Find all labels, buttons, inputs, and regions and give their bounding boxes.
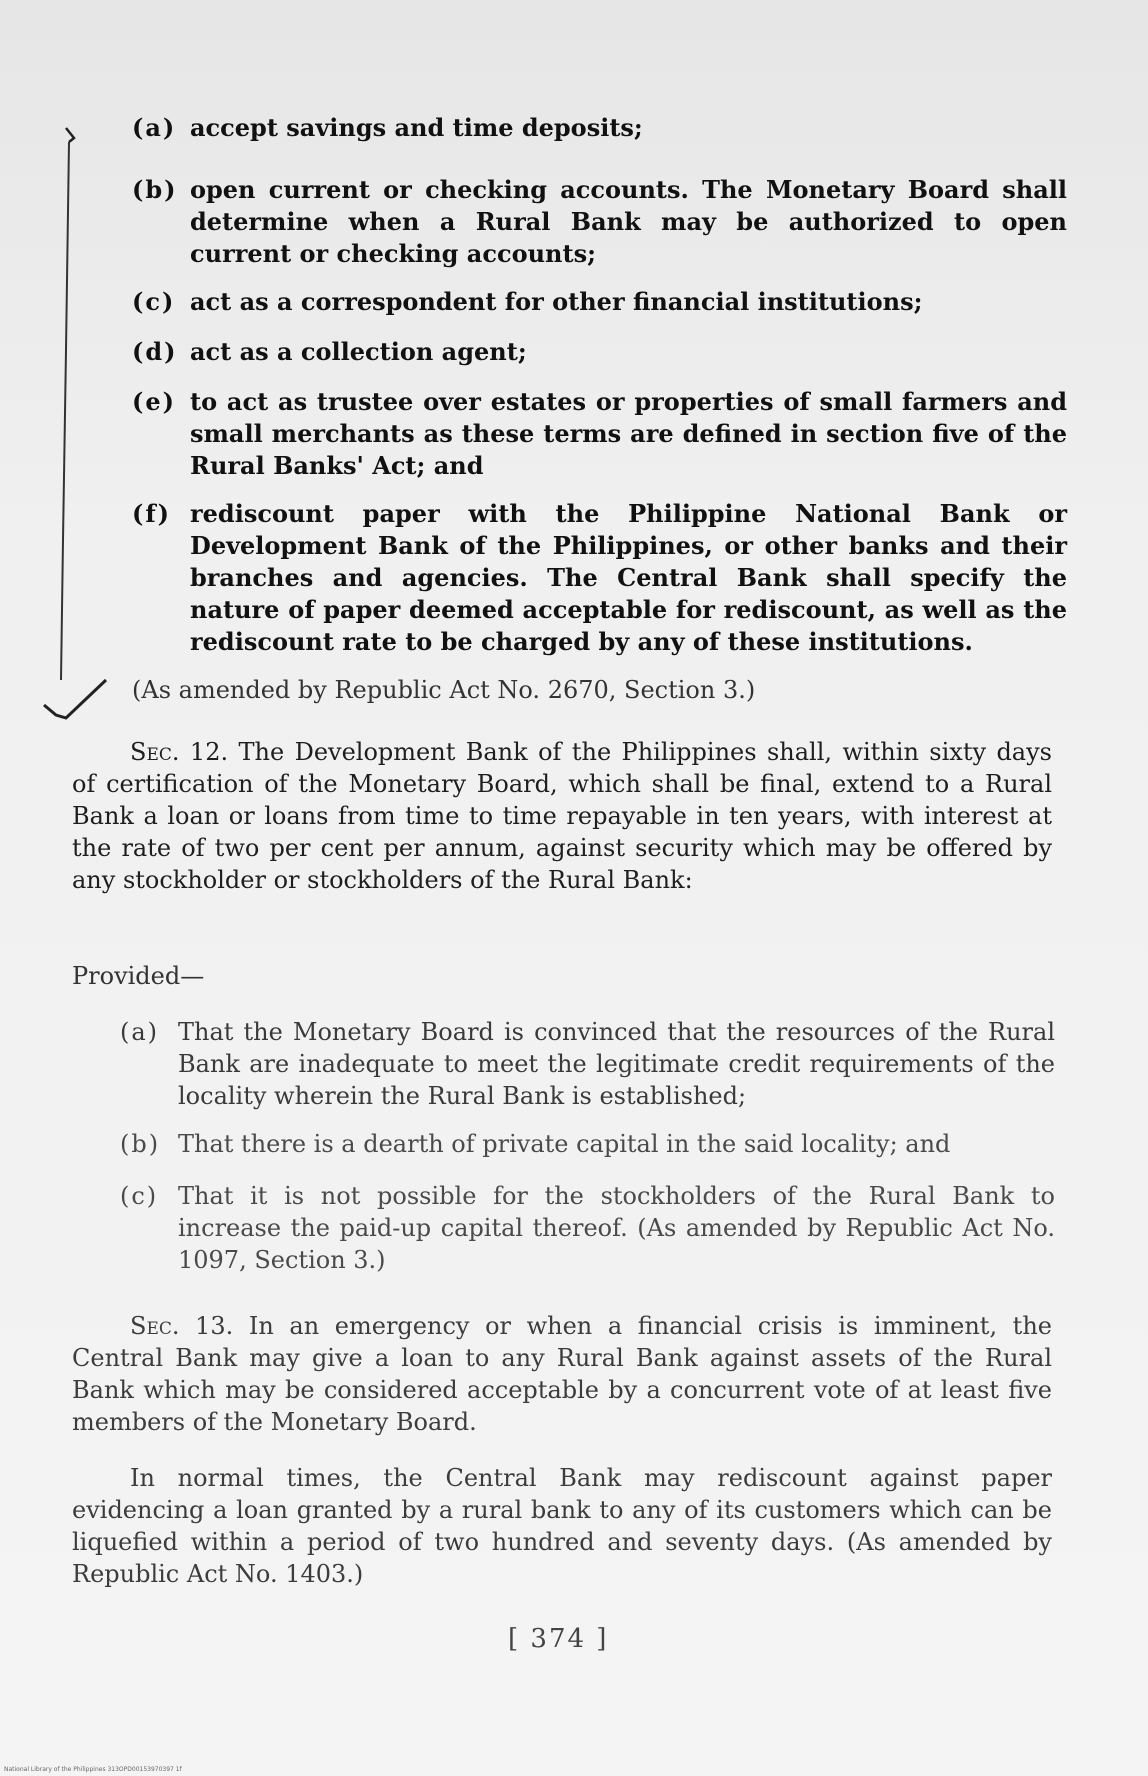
normal-times-paragraph: In normal times, the Central Bank may rediscount against paper evidencing a loan granted by a rural bank to any of its customers which can be liquefied within a period of two hundred and seventy days. (As amended by Republic Act No. 1403.) <box>72 1464 1052 1588</box>
margin-check-mark <box>36 120 126 720</box>
item-text: That it is not possible for the stockholders of the Rural Bank to increase the paid-up capital thereof. (As amended by Republic Act No. 1097, Section 3.) <box>178 1182 1055 1274</box>
item-label: (f) <box>132 499 172 528</box>
item-text: That there is a dearth of private capital in the said locality; and <box>178 1130 951 1158</box>
item-text: act as a collection agent; <box>190 337 527 366</box>
provided-heading: Provided— <box>72 962 205 990</box>
amendment-note: (As amended by Republic Act No. 2670, Section 3.) <box>132 676 756 704</box>
section-12 <box>72 736 1052 896</box>
item-label: (a) <box>132 113 177 142</box>
item-label: (d) <box>132 337 178 366</box>
item-label: (e) <box>132 387 176 416</box>
section-heading: Sec. <box>130 1312 180 1340</box>
list-item <box>132 174 1067 270</box>
list-item <box>132 498 1067 658</box>
item-label: (c) <box>132 287 176 316</box>
item-label: (b) <box>120 1130 161 1158</box>
item-text: rediscount paper with the Philippine National Bank or Development Bank of the Philippines, or other banks and their branches and agencies. The Central Bank shall specify the nature of paper deemed acceptable for rediscount, as well as the rediscount rate to be charged by any of these institutions. <box>190 499 1067 656</box>
item-text: accept savings and time deposits; <box>190 113 643 142</box>
item-text: to act as trustee over estates or properties of small farmers and small merchants as these terms are defined in section five of the Rural Banks' Act; and <box>190 387 1067 480</box>
section-13 <box>72 1310 1052 1438</box>
item-label: (a) <box>120 1018 160 1046</box>
page-number: [ 374 ] <box>508 1624 609 1654</box>
list-item <box>132 112 1067 144</box>
list-item <box>120 1180 1055 1276</box>
item-label: (c) <box>120 1182 159 1210</box>
list-item <box>132 286 1067 318</box>
list-item <box>120 1016 1055 1112</box>
list-item <box>132 336 1067 368</box>
section-heading: Sec. <box>130 738 180 766</box>
item-label: (b) <box>132 175 178 204</box>
item-text: act as a correspondent for other financial institutions; <box>190 287 923 316</box>
scan-credit: National Library of the Philippines 313OPD00153970397 1f <box>4 1766 182 1773</box>
item-text: That the Monetary Board is convinced that the resources of the Rural Bank are inadequate to meet the legitimate credit requirements of the locality wherein the Rural Bank is established; <box>178 1018 1055 1110</box>
item-text: open current or checking accounts. The Monetary Board shall determine when a Rural Bank may be authorized to open current or checking accounts; <box>190 175 1067 268</box>
section-text: 13. In an emergency or when a financial crisis is imminent, the Central Bank may give a loan to any Rural Bank against assets of the Rural Bank which may be considered acceptable by a concurrent vote of at least five members of the Monetary Board. <box>72 1312 1052 1436</box>
list-item <box>132 386 1067 482</box>
list-item <box>120 1128 1055 1160</box>
section-text: 12. The Development Bank of the Philippines shall, within sixty days of certification of the Monetary Board, which shall be final, extend to a Rural Bank a loan or loans from time to time repayable in ten years, with interest at the rate of two per cent per annum, against security which may be offered by any stockholder or stockholders of the Rural Bank: <box>72 738 1052 894</box>
